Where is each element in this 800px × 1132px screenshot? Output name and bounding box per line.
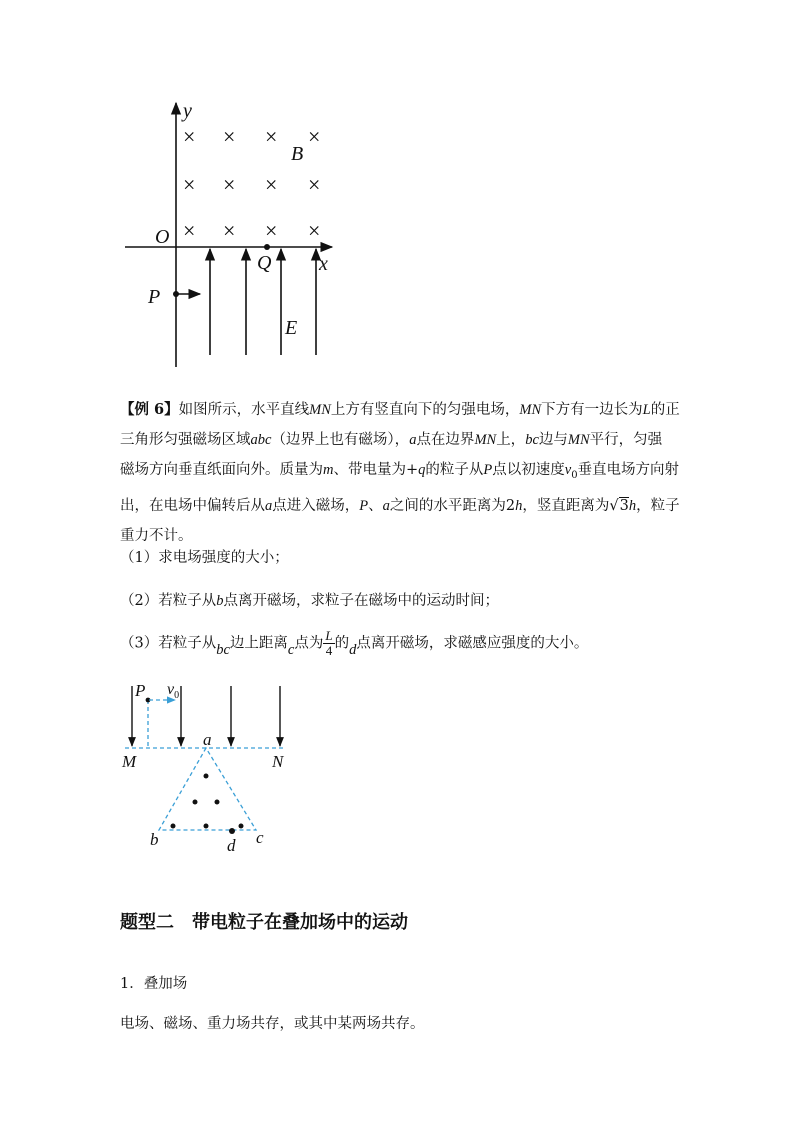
cross-icon: × bbox=[308, 218, 321, 243]
label-y: y bbox=[183, 100, 192, 122]
triangle-abc bbox=[159, 748, 256, 830]
cross-icon: × bbox=[308, 124, 321, 149]
cross-icon: × bbox=[265, 124, 278, 149]
example-6-paragraph: 【例 6】如图所示，水平直线MN上方有竖直向下的匀强电场，MN下方有一边长为L的正 三角形匀强磁场区域abc（边界上也有磁场），a点在边界MN上，bc边与MN平行，匀强 磁场方向垂直纸面向外。质量为m、带电量为+q的粒子从P点以初速度$v_0$垂直电场方向射 出，在电场中偏转后从a点进入磁场，P、a之间的水平距离为2h，竖直距离为√3h，粒子 重力不计。 bbox=[120, 401, 680, 544]
label-c: c bbox=[256, 828, 264, 847]
field-dot bbox=[204, 774, 209, 779]
field-dot bbox=[215, 800, 220, 805]
label-N: N bbox=[272, 752, 284, 771]
label-P: P bbox=[148, 286, 161, 308]
label-M: M bbox=[122, 752, 137, 771]
cross-icon: × bbox=[265, 172, 278, 197]
label-a: a bbox=[203, 730, 212, 749]
label-O: O bbox=[155, 226, 170, 248]
section-item-1-text: 电场、磁场、重力场共存，或其中某两场共存。 bbox=[120, 1016, 425, 1032]
cross-icon: × bbox=[265, 218, 278, 243]
label-P2: P bbox=[135, 681, 146, 700]
label-b: b bbox=[150, 830, 159, 849]
label-v0: $v_0$ bbox=[167, 681, 180, 702]
field-dot bbox=[239, 824, 244, 829]
label-d: d bbox=[227, 836, 236, 855]
field-dot bbox=[171, 824, 176, 829]
label-E: E bbox=[285, 317, 298, 339]
question-3: （3）若粒子从bc边上距离c点为 $\frac{L}{4}$ 的d点离开磁场，求磁感应强度的大小。 bbox=[120, 628, 589, 658]
fraction-L-over-4: $\frac{L}{4}$ bbox=[325, 628, 333, 658]
section-item-1: 1．叠加场 bbox=[120, 976, 188, 992]
cross-icon: × bbox=[223, 124, 236, 149]
figure-2-triangle-diagram bbox=[115, 680, 315, 855]
example-tag: 【例 6】 bbox=[120, 401, 179, 418]
cross-icon: × bbox=[183, 218, 196, 243]
field-dot bbox=[193, 800, 198, 805]
cross-icon: × bbox=[183, 172, 196, 197]
cross-icon: × bbox=[223, 218, 236, 243]
question-2: （2）若粒子从b点离开磁场，求粒子在磁场中的运动时间； bbox=[120, 593, 499, 609]
label-x: x bbox=[319, 253, 328, 275]
cross-icon: × bbox=[223, 172, 236, 197]
label-Q: Q bbox=[257, 252, 272, 274]
cross-icon: × bbox=[308, 172, 321, 197]
cross-icon: × bbox=[183, 124, 196, 149]
field-dot bbox=[204, 824, 209, 829]
label-B: B bbox=[291, 143, 304, 165]
point-Q-dot bbox=[264, 244, 270, 250]
point-d-dot bbox=[229, 828, 235, 834]
section-title: 题型二 带电粒子在叠加场中的运动 bbox=[120, 912, 408, 933]
question-1: （1）求电场强度的大小； bbox=[120, 550, 289, 566]
